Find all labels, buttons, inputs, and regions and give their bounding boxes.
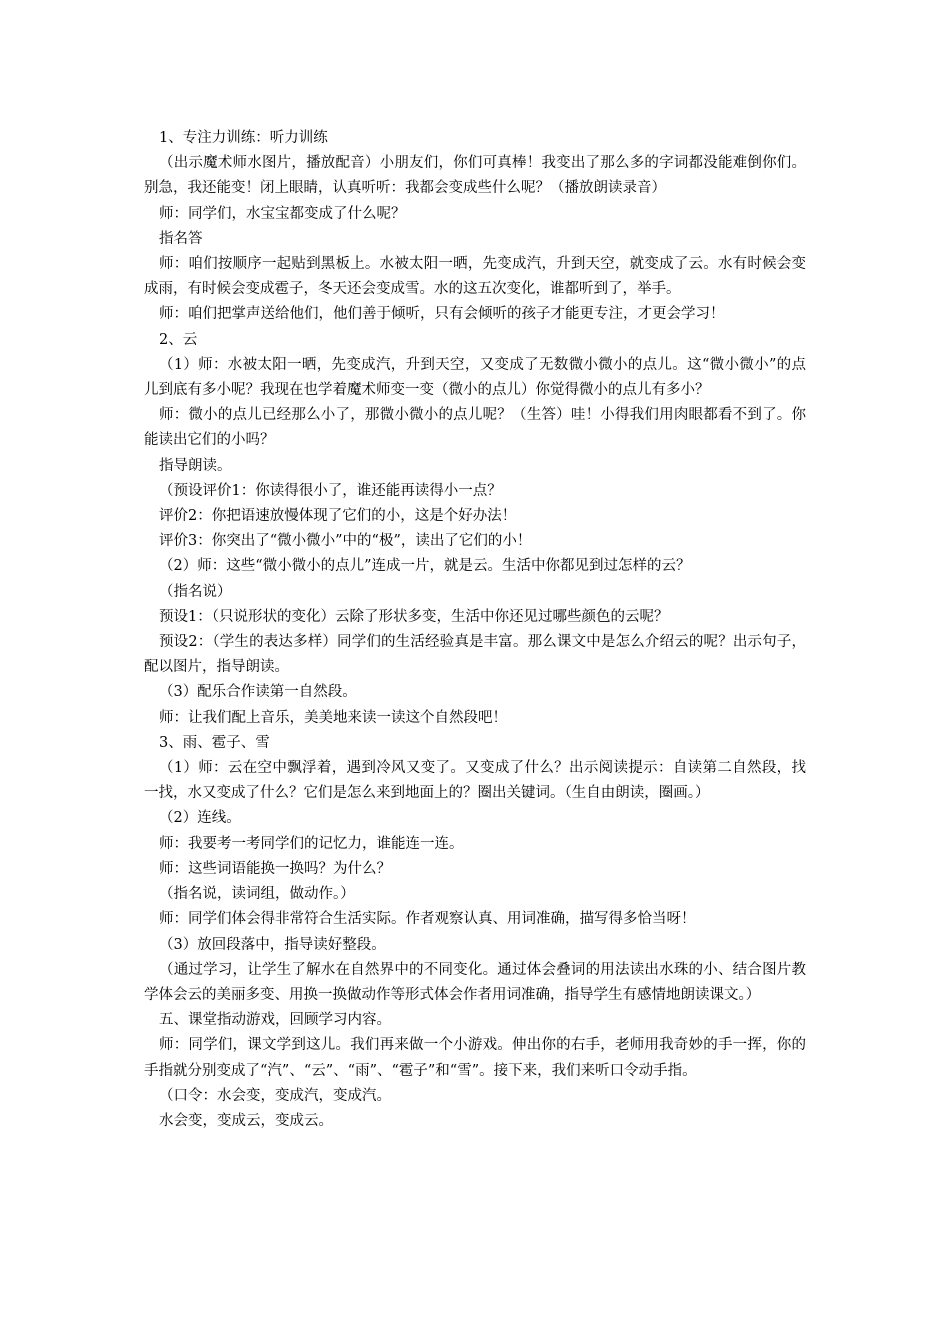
paragraph: （3）配乐合作读第一自然段。	[159, 684, 357, 701]
paragraph: （出示魔术师水图片，播放配音）小朋友们，你们可真棒！我变出了那么多的字词都没能难倒你们。别急，我还能变！闭上眼睛，认真听听：我都会变成些什么呢？（播放朗读录音）	[144, 155, 806, 197]
paragraph: 师：同学们，水宝宝都变成了什么呢？	[159, 205, 406, 222]
paragraph: 师：让我们配上音乐，美美地来读一读这个自然段吧！	[159, 709, 507, 726]
paragraph: （口令：水会变，变成汽，变成汽。	[159, 1087, 391, 1104]
paragraph: （通过学习，让学生了解水在自然界中的不同变化。通过体会叠词的用法读出水珠的小、结合图片教学体会云的美丽多变、用换一换做动作等形式体会作者用词准确，指导学生有感情地朗读课文。）	[144, 961, 806, 1003]
paragraph: （指名说，读词组，做动作。）	[159, 886, 355, 903]
paragraph: （2）师：这些“微小微小的点儿”连成一片，就是云。生活中你都见到过怎样的云？	[159, 558, 691, 575]
paragraph: （2）连线。	[159, 810, 241, 827]
paragraph: （1）师：云在空中飘浮着，遇到冷风又变了。又变成了什么？出示阅读提示：自读第二自然段，找一找，水又变成了什么？它们是怎么来到地面上的？圈出关键词。（生自由朗读，圈画。）	[144, 760, 806, 802]
paragraph: 师：咱们按顺序一起贴到黑板上。水被太阳一晒，先变成汽，升到天空，就变成了云。水有时候会变成雨，有时候会变成雹子，冬天还会变成雪。水的这五次变化，谁都听到了，举手。	[144, 256, 806, 298]
paragraph: 水会变，变成云，变成云。	[159, 1112, 333, 1129]
paragraph: 评价2：你把语速放慢体现了它们的小，这是个好办法！	[159, 508, 517, 525]
paragraph: 师：这些词语能换一换吗？为什么？	[159, 860, 391, 877]
paragraph: 师：同学们体会得非常符合生活实际。作者观察认真、用词准确，描写得多恰当呀！	[159, 911, 696, 928]
paragraph: （3）放回段落中，指导读好整段。	[159, 936, 386, 953]
paragraph: （预设评价1：你读得很小了，谁还能再读得小一点？	[159, 482, 502, 499]
paragraph: （指名说）	[159, 583, 232, 600]
paragraph: 1、专注力训练：听力训练	[159, 130, 328, 146]
document-body	[144, 126, 806, 1134]
paragraph: 师：微小的点儿已经那么小了，那微小微小的点儿呢？（生答）哇！小得我们用肉眼都看不到了。你能读出它们的小吗？	[144, 407, 806, 449]
paragraph: 师：同学们，课文学到这儿。我们再来做一个小游戏。伸出你的右手，老师用我奇妙的手一挥，你的手指就分别变成了“汽”、“云”、“雨”、“雹子”和“雪”。接下来，我们来听口令动手指。	[144, 1037, 806, 1079]
paragraph: 指导朗读。	[159, 457, 232, 474]
paragraph: （1）师：水被太阳一晒，先变成汽，升到天空，又变成了无数微小微小的点儿。这“微小微小”的点儿到底有多小呢？我现在也学着魔术师变一变（微小的点儿）你觉得微小的点儿有多小？	[144, 356, 806, 399]
paragraph: 预设1：（只说形状的变化）云除了形状多变，生活中你还见过哪些颜色的云呢？	[159, 608, 669, 625]
paragraph: 师：咱们把掌声送给他们，他们善于倾听，只有会倾听的孩子才能更专注，才更会学习！	[159, 306, 725, 323]
paragraph: 评价3：你突出了“微小微小”中的“极”，读出了它们的小！	[159, 533, 532, 550]
paragraph: 五、课堂指动游戏，回顾学习内容。	[159, 1012, 391, 1029]
paragraph: 指名答	[159, 230, 203, 247]
paragraph: 2、云	[159, 331, 198, 348]
paragraph: 师：我要考一考同学们的记忆力，谁能连一连。	[159, 835, 464, 852]
paragraph: 预设2：（学生的表达多样）同学们的生活经验真是丰富。那么课文中是怎么介绍云的呢？出示句子，配以图片，指导朗读。	[144, 634, 806, 676]
paragraph: 3、雨、雹子、雪	[159, 734, 270, 751]
